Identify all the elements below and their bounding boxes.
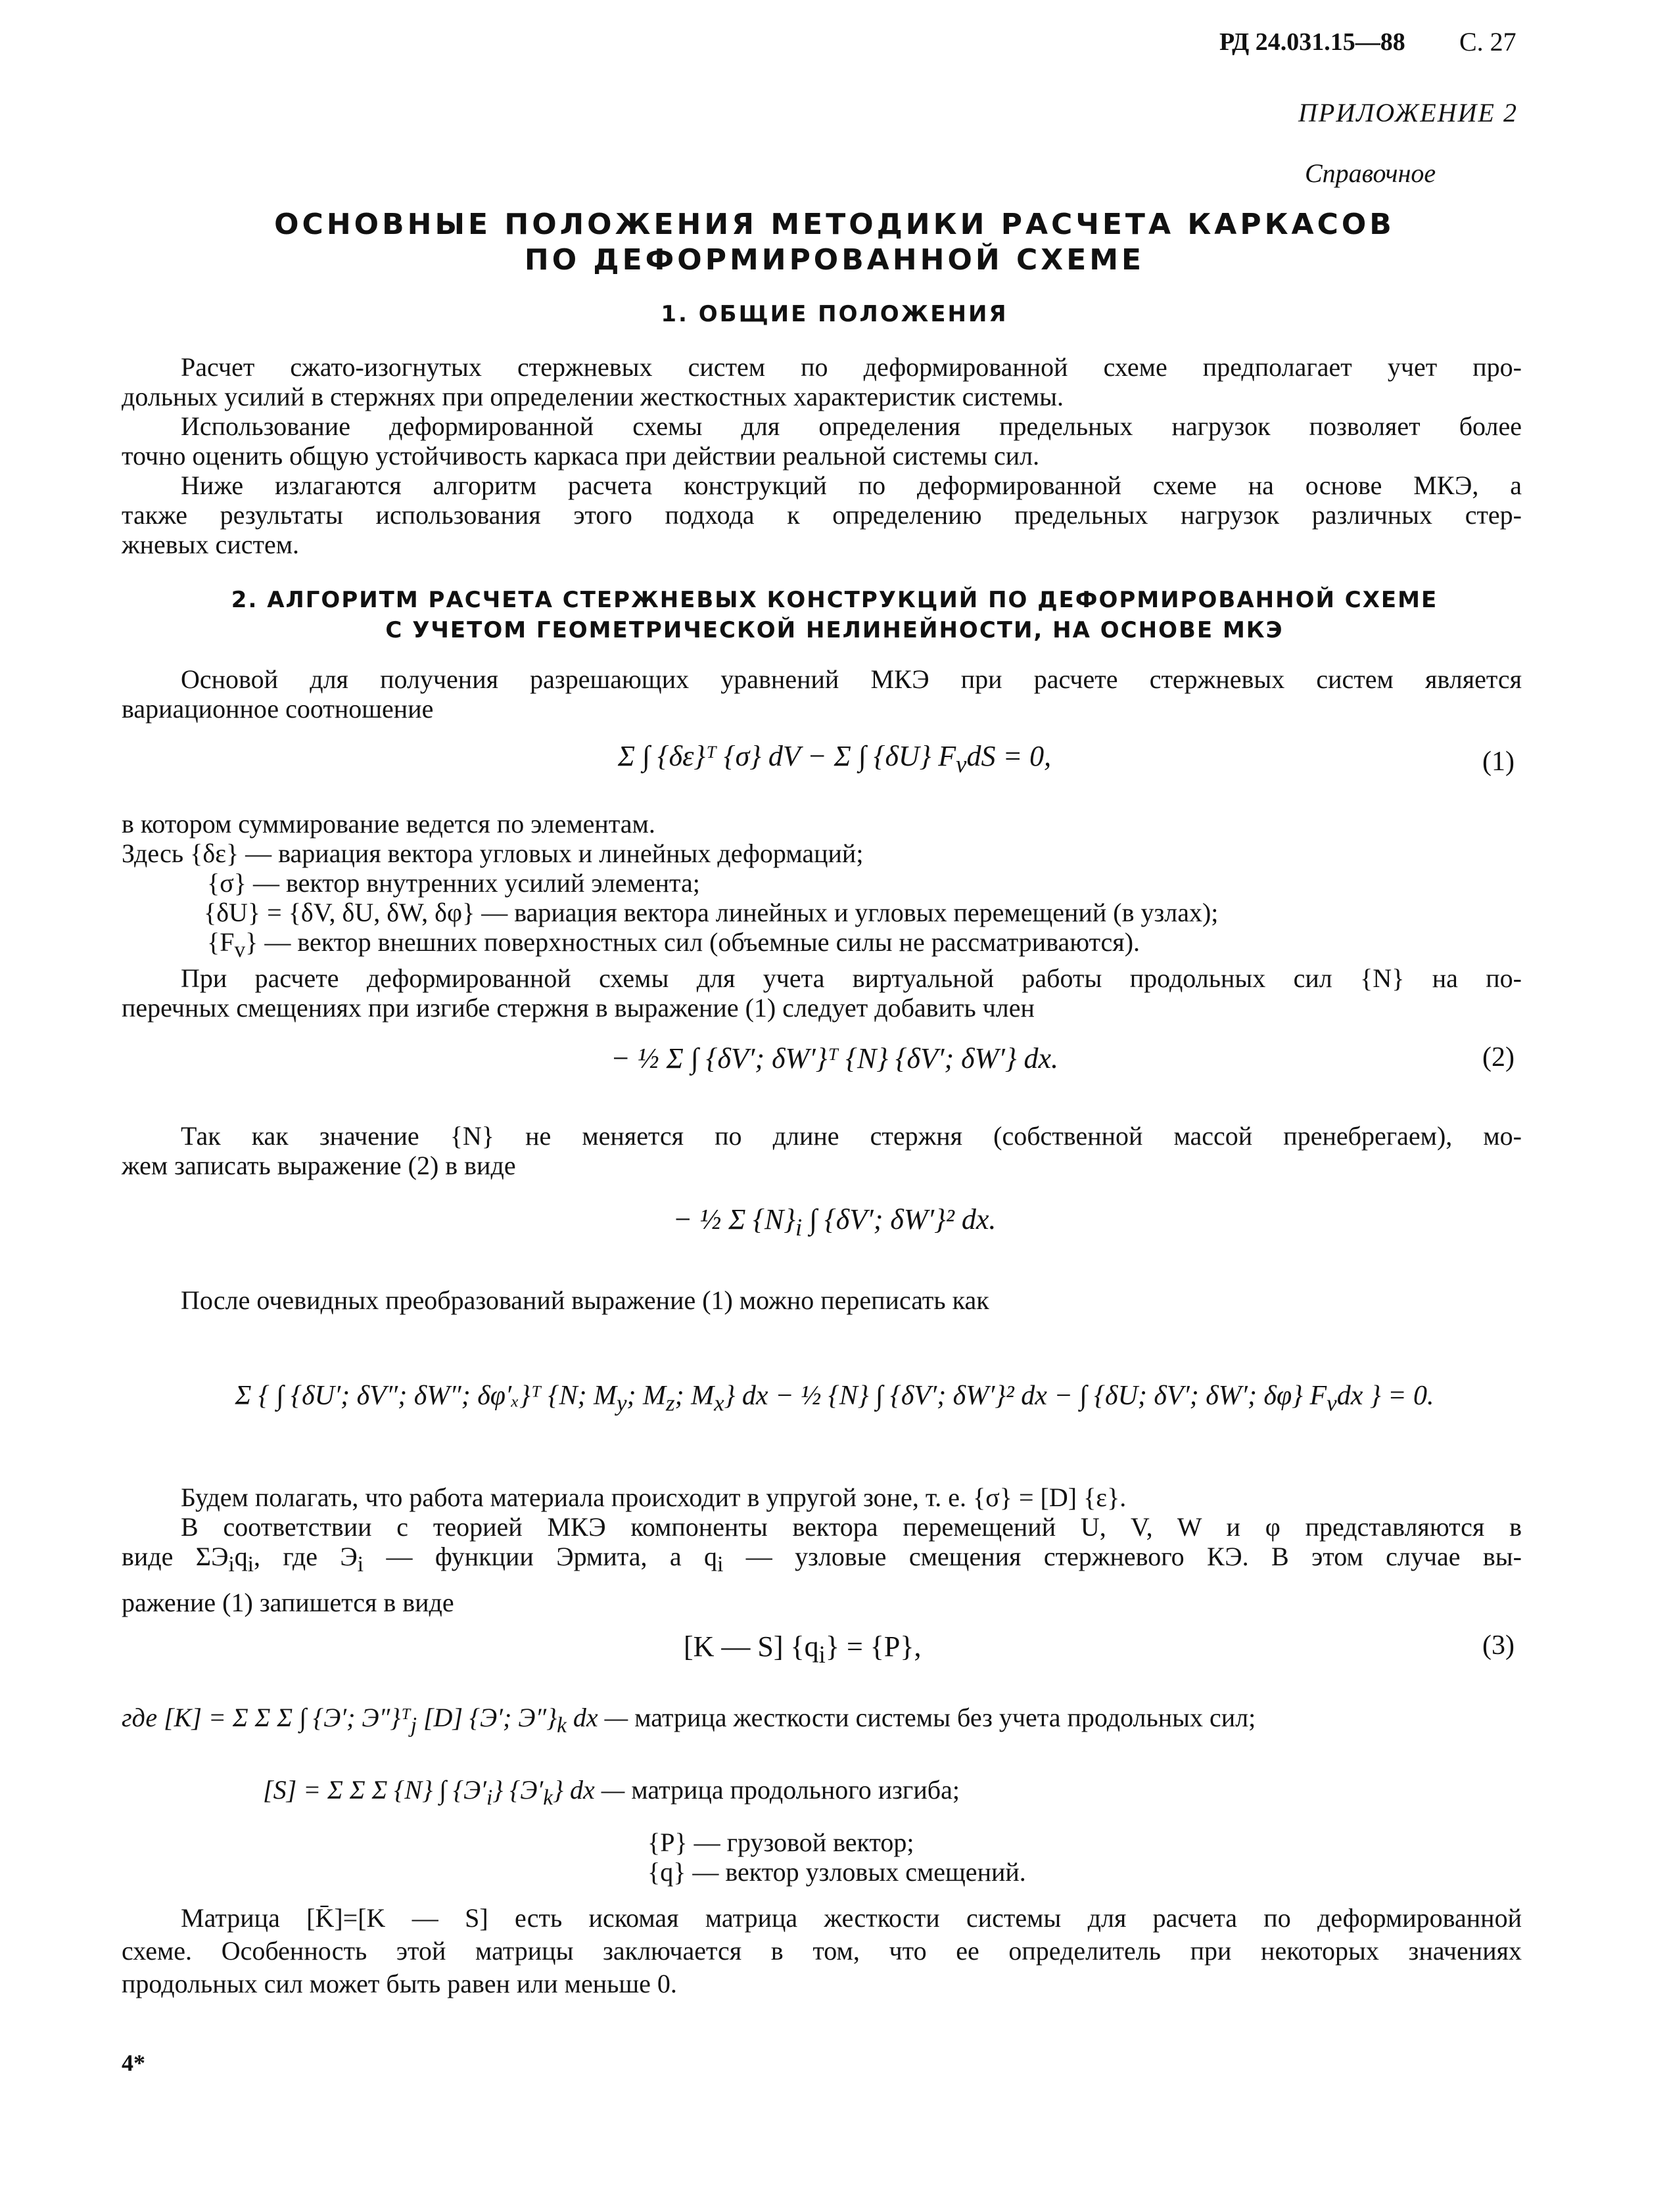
equation-2-expr: − ½ Σ ∫ {δV′; δW′}ᵀ {N} {δV′; δW′} dx. [610, 1042, 1058, 1074]
s2-p6-line3: ражение (1) запишется в виде [122, 1588, 454, 1617]
equation-2-number: (2) [1482, 1042, 1515, 1072]
equation-3 [684, 1630, 922, 1669]
s2-p7-line3: продольных сил может быть равен или меньше 0. [122, 1969, 677, 1998]
s-matrix-formula: [S] = Σ Σ Σ {N} ∫ $\{Э'_i\}$ $\{Э'_k\}$ dx — [263, 1775, 625, 1810]
page-title-line1: ОСНОВНЫЕ ПОЛОЖЕНИЯ МЕТОДИКИ РАСЧЕТА КАРКАСОВ [274, 208, 1395, 241]
s2-p3-line2: жем записать выражение (2) в виде [122, 1151, 516, 1180]
s-matrix-definition [263, 1774, 960, 1814]
equation-3-expr: [K — S] $\{q_i\} = \{P\}$, [684, 1630, 922, 1668]
s2-p7-line1: Матрица [K̄]=[K — S] есть искомая матрица жесткости системы для расчета по деформированной [181, 1903, 1522, 1933]
equation-2b [0, 1203, 1669, 1241]
equation-big [0, 1380, 1669, 1416]
equation-1-number: (1) [1482, 747, 1515, 777]
k-matrix-text: матрица жесткости системы без учета продольных сил; [634, 1703, 1256, 1732]
s1-p1-line1: Расчет сжато-изогнутых стержневых систем по деформированной схеме предполагает учет про- [181, 352, 1522, 382]
s2-p1-line1: Основой для получения разрешающих уравнений МКЭ при расчете стержневых систем является [181, 664, 1522, 694]
s2-p2-line1: При расчете деформированной схемы для учета виртуальной работы продольных сил {N} на по- [181, 963, 1522, 993]
s1-p3-line2: также результаты использования этого подхода к определению предельных нагрузок различных стер- [122, 500, 1522, 530]
section2-heading-line2: С УЧЕТОМ ГЕОМЕТРИЧЕСКОЙ НЕЛИНЕЙНОСТИ, НА ОСНОВЕ МКЭ [385, 617, 1284, 643]
s2-p7-line2: схеме. Особенность этой матрицы заключается в том, что ее определитель при некоторых значениях [122, 1936, 1522, 1966]
equation-1 [0, 739, 1669, 778]
definition-Fv: $\{F_v\}$ — вектор внешних поверхностных сил (объемные силы не рассматриваются). [207, 927, 1140, 962]
equation-2 [0, 1042, 1669, 1075]
page-title [0, 207, 1669, 278]
s-matrix-text: матрица продольного изгиба; [631, 1775, 960, 1805]
equation-2b-expr: − ½ Σ $\{N\}_i$ ∫ {δV′; δW′}² dx. [672, 1203, 997, 1241]
definition-sigma: {σ} — вектор внутренних усилий элемента; [207, 868, 700, 898]
section2-heading-line1: 2. АЛГОРИТМ РАСЧЕТА СТЕРЖНЕВЫХ КОНСТРУКЦИЙ ПО ДЕФОРМИРОВАННОЙ СХЕМЕ [231, 587, 1438, 613]
s1-p2-line1: Использование деформированной схемы для определения предельных нагрузок позволяет более [181, 411, 1522, 441]
doc-code: РД 24.031.15—88 [1219, 28, 1405, 56]
equation-big-expr: Σ { ∫ {δU′; δV″; δW″; δφ′ₓ}ᵀ {N; $M_y$; $M_z$; $M_x$} dx − ½ {N} ∫ {δV′; δW′}² dx − ∫ {δU; δV′; δW′; δφ} $F_vdx$ } = 0. [235, 1381, 1434, 1416]
equation-3-number: (3) [1482, 1630, 1515, 1661]
s2-p6-line2: виде $\Sigma Э_iq_i$, где $Э_i$ — функции Эрмита, а $q_i$ — узловые смещения стержневого КЭ. В этом случае вы- [122, 1542, 1522, 1577]
page-number: С. 27 [1459, 27, 1516, 57]
k-matrix-definition [122, 1702, 1256, 1741]
s1-p3-line3: жневых систем. [122, 530, 300, 559]
equation-1-expr: Σ ∫ {δε}ᵀ {σ} dV − Σ ∫ {δU} $F_vdS = 0$, [617, 740, 1052, 777]
s2-p2-line2: перечных смещениях при изгибе стержня в выражение (1) следует добавить член [122, 993, 1035, 1023]
load-vector-definition: {P} — грузовой вектор; [647, 1828, 914, 1857]
s1-p2-line2: точно оценить общую устойчивость каркаса при действии реальной системы сил. [122, 441, 1040, 471]
s2-p3-line1: Так как значение {N} не меняется по длине стержня (собственной массой пренебрегаем), мо- [181, 1121, 1522, 1151]
s2-p1-line2: вариационное соотношение [122, 694, 434, 724]
s1-p1-line2: дольных усилий в стержнях при определении жесткостных характеристик системы. [122, 382, 1064, 411]
s1-p3-line1: Ниже излагаются алгоритм расчета конструкций по деформированной схеме на основе МКЭ, а [181, 471, 1522, 500]
section1-heading: 1. ОБЩИЕ ПОЛОЖЕНИЯ [661, 301, 1008, 327]
reference-label: Справочное [1305, 158, 1436, 188]
signature-mark: 4* [122, 2050, 145, 2076]
s2-p5: Будем полагать, что работа материала происходит в упругой зоне, т. е. {σ} = [D] {ε}. [181, 1483, 1127, 1512]
section2-heading [0, 585, 1669, 645]
appendix-label: ПРИЛОЖЕНИЕ 2 [1298, 98, 1518, 127]
nodal-displacement-definition: {q} — вектор узловых смещений. [647, 1857, 1026, 1887]
k-matrix-formula: где [K] = Σ Σ Σ ∫ {Э′; Э″}ᵀ$_j$ [D] {Э′; $Э''\}_k$ dx — [122, 1703, 628, 1738]
s2-p6-line1: В соответствии с теорией МКЭ компоненты вектора перемещений U, V, W и φ представляются в [181, 1512, 1522, 1542]
after-eq1-text: в котором суммирование ведется по элементам. [122, 809, 655, 839]
definition-deps: Здесь {δε} — вариация вектора угловых и линейных деформаций; [122, 839, 864, 868]
page-title-line2: ПО ДЕФОРМИРОВАННОЙ СХЕМЕ [524, 243, 1145, 277]
s2-p4: После очевидных преобразований выражение (1) можно переписать как [181, 1285, 989, 1315]
definition-dU: {δU} = {δV, δU, δW, δφ} — вариация вектора линейных и угловых перемещений (в узлах); [204, 898, 1219, 927]
